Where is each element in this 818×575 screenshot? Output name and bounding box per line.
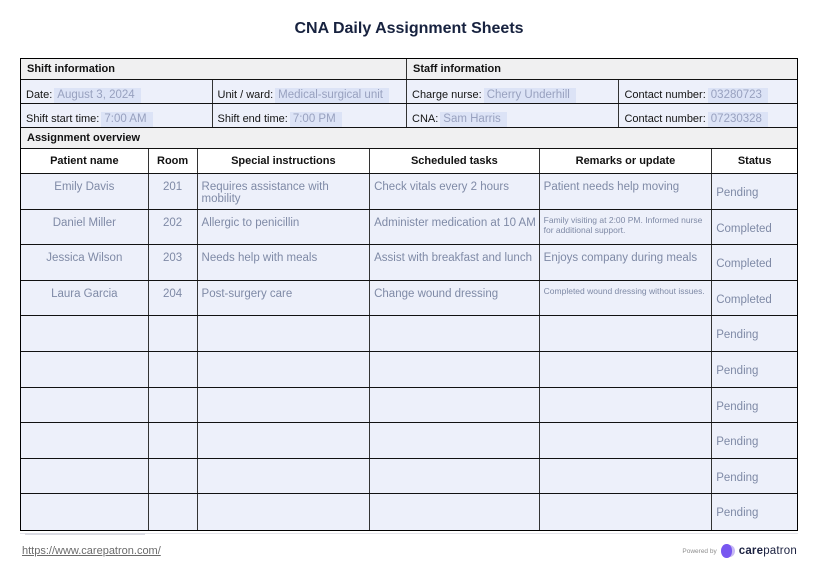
assignment-rows — [21, 174, 797, 530]
table-row — [21, 352, 797, 388]
cell-status: Pending — [716, 329, 759, 342]
cell-patient-name: Daniel Miller — [21, 210, 149, 245]
assignment-sheet-table — [20, 58, 798, 531]
cna-contact-field — [619, 104, 797, 127]
cell-scheduled-tasks: Administer medication at 10 AM — [370, 210, 540, 245]
shift-start-label: Shift start time: — [26, 113, 100, 125]
cell-patient-name — [21, 494, 149, 530]
col-header-status: Status — [737, 155, 772, 167]
cell-remarks — [540, 352, 713, 387]
cell-remarks — [540, 494, 713, 530]
cell-remarks — [540, 459, 713, 494]
cell-scheduled-tasks — [370, 494, 540, 530]
shift-start-field — [21, 104, 213, 127]
cell-status: Completed — [716, 258, 772, 271]
cell-room: 203 — [149, 245, 198, 280]
cell-special-instructions: Requires assistance with mobility — [198, 174, 371, 209]
cna-field — [407, 104, 619, 127]
cell-remarks: Completed wound dressing without issues. — [540, 281, 713, 316]
cna-value: Sam Harris — [440, 112, 507, 127]
cell-status: Pending — [716, 471, 759, 484]
cell-status: Completed — [716, 293, 772, 306]
cell-scheduled-tasks — [370, 459, 540, 494]
cell-special-instructions — [198, 388, 371, 423]
cell-patient-name — [21, 459, 149, 494]
shift-info-row-2 — [21, 104, 797, 128]
brand-care: care — [738, 545, 764, 557]
unit-ward-field — [213, 80, 408, 103]
section-header-row — [21, 59, 797, 80]
cell-patient-name — [21, 316, 149, 351]
cell-room — [149, 388, 198, 423]
section-assignment-overview: Assignment overview — [27, 132, 141, 144]
cell-status: Completed — [716, 222, 772, 235]
cell-room — [149, 423, 198, 458]
cell-patient-name: Jessica Wilson — [21, 245, 149, 280]
cell-room — [149, 459, 198, 494]
shift-end-label: Shift end time: — [217, 113, 288, 125]
cell-patient-name — [21, 352, 149, 387]
cell-remarks — [540, 388, 713, 423]
cna-label: CNA: — [412, 113, 439, 125]
cna-contact-value: 07230328 — [708, 112, 768, 127]
unit-ward-label: Unit / ward: — [217, 89, 274, 101]
cell-status: Pending — [716, 436, 759, 449]
cell-special-instructions: Allergic to penicillin — [198, 210, 371, 245]
cna-contact-label: Contact number: — [624, 113, 706, 125]
col-header-patient-name: Patient name — [21, 149, 149, 173]
cell-scheduled-tasks — [370, 352, 540, 387]
brand-patron: patron — [763, 545, 797, 557]
powered-by-label: Powered by — [682, 547, 717, 555]
cell-special-instructions: Needs help with meals — [198, 245, 371, 280]
cell-remarks — [540, 316, 713, 351]
cell-remarks: Patient needs help moving — [540, 174, 713, 209]
carepatron-logo-icon — [721, 544, 735, 558]
col-header-remarks: Remarks or update — [540, 149, 713, 173]
cell-special-instructions — [198, 459, 371, 494]
cell-special-instructions — [198, 423, 371, 458]
cell-room: 202 — [149, 210, 198, 245]
table-row — [21, 174, 797, 210]
col-header-special-instructions: Special instructions — [198, 149, 371, 173]
logo-blob-dark — [721, 544, 732, 558]
cell-scheduled-tasks — [370, 316, 540, 351]
cell-patient-name — [21, 388, 149, 423]
footer-link[interactable]: https://www.carepatron.com/ — [22, 545, 161, 557]
table-row — [21, 459, 797, 495]
table-row — [21, 388, 797, 424]
cell-scheduled-tasks: Assist with breakfast and lunch — [370, 245, 540, 280]
table-row — [21, 494, 797, 530]
col-header-scheduled-tasks: Scheduled tasks — [370, 149, 540, 173]
cell-patient-name: Emily Davis — [21, 174, 149, 209]
cell-remarks: Enjoys company during meals — [540, 245, 713, 280]
table-row — [21, 316, 797, 352]
cell-status: Pending — [716, 507, 759, 520]
cell-special-instructions — [198, 494, 371, 530]
table-row — [21, 423, 797, 459]
charge-nurse-field — [407, 80, 619, 103]
section-staff-information: Staff information — [413, 63, 501, 75]
cell-scheduled-tasks: Check vitals every 2 hours — [370, 174, 540, 209]
cell-room: 201 — [149, 174, 198, 209]
nurse-contact-value: 03280723 — [708, 88, 768, 103]
cell-scheduled-tasks — [370, 388, 540, 423]
cell-scheduled-tasks — [370, 423, 540, 458]
powered-by-block[interactable] — [682, 544, 797, 558]
cell-room: 204 — [149, 281, 198, 316]
table-row — [21, 281, 797, 317]
nurse-contact-field — [619, 80, 797, 103]
cell-remarks — [540, 423, 713, 458]
shift-info-row-1 — [21, 80, 797, 104]
cell-patient-name — [21, 423, 149, 458]
cell-status: Pending — [716, 400, 759, 413]
charge-nurse-value: Cherry Underhill — [484, 88, 576, 103]
cell-status: Pending — [716, 364, 759, 377]
date-label: Date: — [26, 89, 53, 101]
assignment-overview-header-row — [21, 128, 797, 149]
cell-scheduled-tasks: Change wound dressing — [370, 281, 540, 316]
column-header-row — [21, 149, 797, 174]
cell-remarks: Family visiting at 2:00 PM. Informed nurse for additional support. — [540, 210, 713, 245]
cell-room — [149, 494, 198, 530]
page-title: CNA Daily Assignment Sheets — [294, 20, 524, 37]
shift-end-value: 7:00 PM — [290, 112, 342, 127]
cell-special-instructions: Post-surgery care — [198, 281, 371, 316]
shift-end-field — [213, 104, 408, 127]
section-shift-information: Shift information — [21, 59, 407, 79]
table-row — [21, 210, 797, 246]
cell-patient-name: Laura Garcia — [21, 281, 149, 316]
unit-ward-value: Medical-surgical unit — [275, 88, 389, 103]
cell-room — [149, 316, 198, 351]
date-value: August 3, 2024 — [54, 88, 140, 103]
nurse-contact-label: Contact number: — [624, 89, 706, 101]
cell-status: Pending — [716, 187, 759, 199]
page-cut-stub — [25, 533, 145, 535]
charge-nurse-label: Charge nurse: — [412, 89, 482, 101]
cell-room — [149, 352, 198, 387]
cell-special-instructions — [198, 352, 371, 387]
brand-wordmark — [739, 545, 797, 557]
shift-start-value: 7:00 AM — [101, 112, 152, 127]
cell-special-instructions — [198, 316, 371, 351]
col-header-room: Room — [149, 149, 198, 173]
date-field — [21, 80, 213, 103]
table-row — [21, 245, 797, 281]
